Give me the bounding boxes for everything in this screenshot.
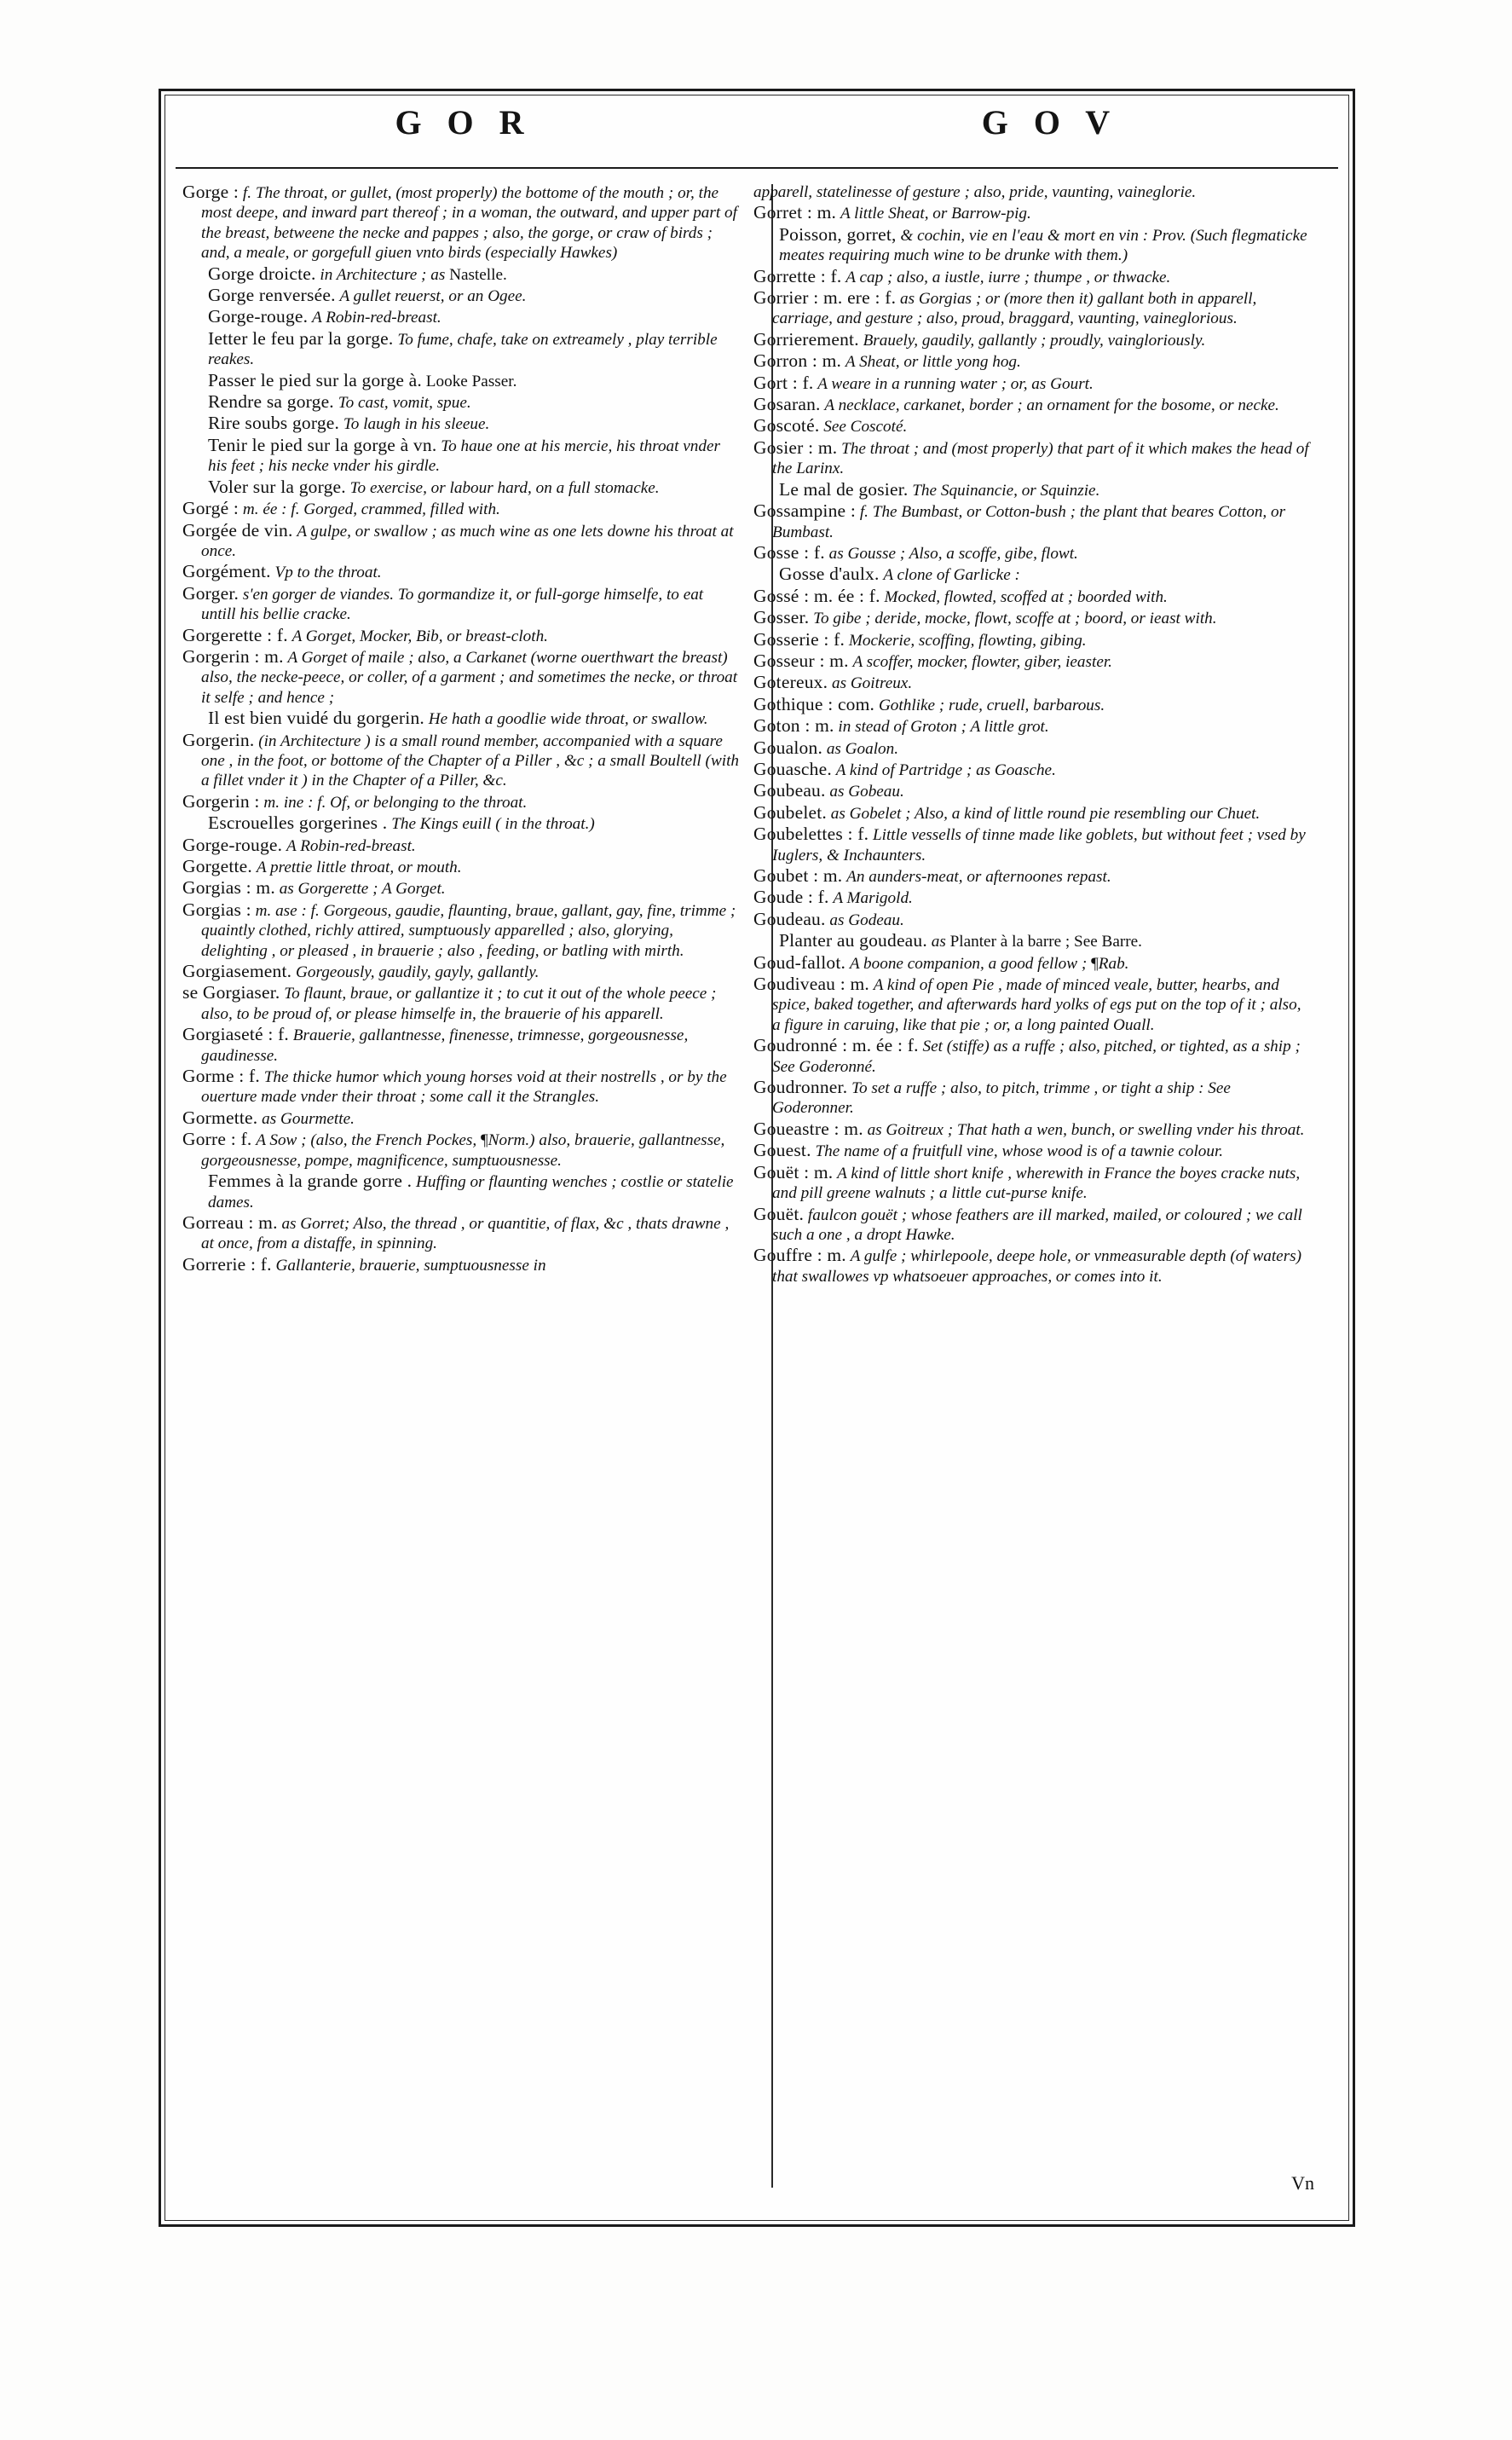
entry-definition: A Marigold. xyxy=(833,889,913,908)
entry-headword: Gorger. xyxy=(182,582,239,604)
dictionary-entry xyxy=(753,953,1311,974)
entry-definition-cont: Norm.) also, brauerie, gallantnesse, gorgeousnesse, pompe, magnificence, sumptuousnesse. xyxy=(201,1131,725,1170)
dictionary-entry xyxy=(182,1171,740,1212)
entry-definition: as Gobeau. xyxy=(829,783,904,801)
entry-definition: A kind of Partridge ; as Goasche. xyxy=(835,760,1056,779)
dictionary-entry xyxy=(753,803,1311,824)
entry-definition: m. ée : f. Gorged, crammed, filled with. xyxy=(242,500,500,519)
dictionary-entry xyxy=(753,824,1311,865)
entry-definition: & cochin, vie en l'eau & mort en vin : Prov. (Such flegmaticke meates requiring much wine to be drunke with them.) xyxy=(779,226,1307,265)
dictionary-entry xyxy=(753,330,1311,350)
entry-definition: (in Architecture ) is a small round member, accompanied with a square one , in the foot, or bottome of the Chapter of a Piller , &c ; a small Boultell (with a fillet vnder it ) in the Chapter of a Piller, &c. xyxy=(201,731,739,790)
entry-definition: A Sow ; (also, the French Pockes, xyxy=(256,1131,481,1150)
dictionary-entry xyxy=(753,501,1311,542)
entry-definition: Gothlike ; rude, cruell, barbarous. xyxy=(878,696,1105,714)
dictionary-entry xyxy=(753,1119,1311,1140)
entry-definition: The name of a fruitfull vine, whose wood is of a tawnie colour. xyxy=(815,1142,1224,1161)
dictionary-entry xyxy=(753,564,1311,585)
entry-definition: To set a ruffe ; also, to pitch, trimme , or tight a ship : See Goderonner. xyxy=(772,1079,1231,1118)
dictionary-entry xyxy=(753,1078,1311,1119)
dictionary-entry xyxy=(182,264,740,285)
entry-headword: Gorrette : f. xyxy=(753,265,842,286)
dictionary-entry xyxy=(182,499,740,519)
entry-definition: in stead of Groton ; A little grot. xyxy=(838,718,1049,737)
dictionary-entry xyxy=(753,1163,1311,1204)
entry-headword: Le mal de gosier. xyxy=(779,478,909,500)
dictionary-entry xyxy=(753,630,1311,650)
dictionary-entry xyxy=(753,1205,1311,1246)
entry-cross-reference: Looke xyxy=(425,372,472,390)
entry-headword: Gossé : m. ée : f. xyxy=(753,585,880,606)
dictionary-entry xyxy=(753,716,1311,737)
entry-definition: To fume, chafe, take on extreamely , play terrible reakes. xyxy=(208,330,718,369)
dictionary-entry xyxy=(182,392,740,413)
dictionary-entry xyxy=(753,480,1311,500)
dictionary-entry xyxy=(182,983,740,1024)
dictionary-entry xyxy=(753,587,1311,607)
dictionary-entry xyxy=(182,413,740,434)
dictionary-entry xyxy=(753,543,1311,564)
dictionary-entry xyxy=(182,900,740,961)
dictionary-entry xyxy=(182,626,740,646)
dictionary-entry xyxy=(182,436,740,477)
entry-definition: f. The throat, or gullet, (most properly) the bottome of the mouth ; or, the most deepe, and inward part thereof ; in a woman, the outward, and upper part of the breast, betweene the necke and pappes ; also, the gorge, or craw of birds ; and, a meale, or gorgefull giuen vnto birds (especially Hawkes) xyxy=(201,184,737,263)
entry-definition: See Coscoté. xyxy=(823,418,908,437)
dictionary-entry xyxy=(182,813,740,834)
entry-headword: Gorre : f. xyxy=(182,1129,252,1150)
entry-headword: Goubelet. xyxy=(753,801,827,823)
entry-definition: A little Sheat, or Barrow-pig. xyxy=(840,205,1031,223)
dictionary-entry xyxy=(753,395,1311,415)
entry-headword: Gorreau : m. xyxy=(182,1211,278,1233)
entry-headword: Gotereux. xyxy=(753,672,828,693)
entry-headword: Gorrierement. xyxy=(753,328,859,350)
entry-headword: Gorgiasement. xyxy=(182,961,292,982)
entry-headword: Goudiveau : m. xyxy=(753,974,869,995)
dictionary-entry xyxy=(182,307,740,327)
entry-headword: Gormette. xyxy=(182,1107,258,1128)
entry-definition: An aunders-meat, or afternoones repast. xyxy=(846,868,1111,886)
entry-headword: Gorgette. xyxy=(182,856,253,876)
dictionary-entry xyxy=(182,1255,740,1275)
entry-headword: Gorme : f. xyxy=(182,1066,260,1087)
entry-definition: Brauerie, gallantnesse, finenesse, trimnesse, gorgeousnesse, gaudinesse. xyxy=(201,1026,689,1065)
entry-headword: Gouët. xyxy=(753,1203,805,1224)
entry-headword: Goueastre : m. xyxy=(753,1118,863,1139)
dictionary-entry xyxy=(182,584,740,625)
entry-definition: The Squinancie, or Squinzie. xyxy=(912,481,1100,500)
entry-headword: Gouët : m. xyxy=(753,1161,834,1182)
entry-definition: A boone companion, a good fellow ; xyxy=(849,954,1092,973)
entry-headword: Voler sur la gorge. xyxy=(208,476,346,497)
entry-definition: A gulpe, or swallow ; as much wine as one lets downe his throat at once. xyxy=(201,522,734,560)
entry-cross-reference-target: Passer. xyxy=(471,372,517,390)
entry-definition: as Gorgerette ; A Gorget. xyxy=(279,880,446,899)
entry-headword: Goubelettes : f. xyxy=(753,824,869,845)
dictionary-entry xyxy=(753,288,1311,329)
dictionary-entry xyxy=(182,647,740,708)
entry-definition: A Gorget, Mocker, Bib, or breast-cloth. xyxy=(291,627,548,645)
entry-headword: Gosse : f. xyxy=(753,541,825,563)
dictionary-entry xyxy=(182,962,740,982)
entry-definition: A weare in a running water ; or, as Gourt. xyxy=(817,374,1094,393)
entry-definition: A Sheat, or little yong hog. xyxy=(845,353,1021,372)
dictionary-entry xyxy=(753,416,1311,437)
dictionary-entry xyxy=(182,371,740,391)
entry-definition: The throat ; and (most properly) that part of it which makes the head of the Larinx. xyxy=(772,439,1309,478)
entry-definition: faulcon gouët ; whose feathers are ill marked, mailed, or coloured ; we call such a one , a dropt Hawke. xyxy=(772,1206,1302,1244)
entry-headword: Ietter le feu par la gorge. xyxy=(208,327,394,349)
entry-headword: Gorgiaseté : f. xyxy=(182,1024,289,1045)
entry-headword: Goscoté. xyxy=(753,415,820,437)
entry-definition: as xyxy=(931,933,950,951)
page-header xyxy=(170,102,1343,164)
entry-definition: Mockerie, scoffing, flowting, gibing. xyxy=(848,631,1087,650)
entry-headword: Gorge-rouge. xyxy=(208,306,309,327)
entry-headword: Gosaran. xyxy=(753,394,821,415)
entry-headword: Gosse d'aulx. xyxy=(779,564,880,585)
entry-definition: as Goalon. xyxy=(826,739,899,758)
entry-headword: Gorret : m. xyxy=(753,202,837,223)
dictionary-entry xyxy=(753,888,1311,908)
dictionary-entry xyxy=(753,673,1311,693)
entry-headword: Gort : f. xyxy=(753,372,814,393)
entry-definition: as Goitreux ; That hath a wen, bunch, or swelling vnder his throat. xyxy=(867,1120,1305,1139)
dictionary-entry xyxy=(182,1025,740,1066)
entry-definition: as Gourmette. xyxy=(262,1109,355,1128)
entry-definition: Brauely, gaudily, gallantly ; proudly, vaingloriously. xyxy=(863,331,1206,350)
dictionary-entry xyxy=(753,438,1311,479)
dictionary-entry xyxy=(753,1246,1311,1286)
dictionary-entry xyxy=(182,857,740,877)
entry-definition: To cast, vomit, spue. xyxy=(338,394,471,413)
entry-headword: Goudeau. xyxy=(753,908,826,929)
dictionary-entry xyxy=(753,760,1311,780)
entry-headword: Gorrerie : f. xyxy=(182,1253,272,1275)
entry-definition: Huffing or flaunting wenches ; costlie or statelie dames. xyxy=(208,1173,734,1211)
entry-cross-reference: Nastelle. xyxy=(445,265,507,284)
entry-definition: as Godeau. xyxy=(829,911,904,929)
entry-headword: Goude : f. xyxy=(753,887,829,908)
entry-definition: m. ine : f. Of, or belonging to the throat. xyxy=(263,793,528,812)
entry-definition: Gallanterie, brauerie, sumptuousnesse in xyxy=(275,1256,546,1275)
entry-headword: Gosseur : m. xyxy=(753,650,849,671)
dictionary-entry xyxy=(753,225,1311,266)
entry-headword: Gossampine : xyxy=(753,500,857,522)
entry-headword: Gorron : m. xyxy=(753,350,842,372)
entry-definition: The thicke humor which young horses void at their nostrells , or by the ouerture made vnder their throat ; some call it the Strangles. xyxy=(201,1068,727,1107)
entry-definition: as Goitreux. xyxy=(831,674,913,693)
entry-definition: Gorgeously, gaudily, gayly, gallantly. xyxy=(296,963,540,982)
entry-headword: Gosser. xyxy=(753,607,810,628)
entry-definition: f. The Bumbast, or Cotton-bush ; the plant that beares Cotton, or Bumbast. xyxy=(772,503,1286,541)
entry-definition: A Robin-red-breast. xyxy=(312,309,441,327)
header-left-running-title: G O R xyxy=(395,103,533,142)
entry-definition: apparell, statelinesse of gesture ; also, pride, vaunting, vaineglorie. xyxy=(753,183,1197,201)
dictionary-entry xyxy=(182,329,740,370)
entry-definition: The Kings euill ( in the throat.) xyxy=(391,815,595,834)
entry-definition: To gibe ; deride, mocke, flowt, scoffe at ; boord, or ieast with. xyxy=(813,610,1217,628)
entry-definition: A prettie little throat, or mouth. xyxy=(256,859,462,876)
entry-headword: Goubeau. xyxy=(753,780,826,801)
dictionary-entry xyxy=(182,1067,740,1107)
entry-definition: A scoffer, mocker, flowter, giber, ieaster. xyxy=(852,652,1112,671)
entry-definition: as Gobelet ; Also, a kind of little round pie resembling our Chuet. xyxy=(830,804,1261,823)
dictionary-entry xyxy=(753,351,1311,372)
entry-definition: as Gorret; Also, the thread , or quantitie, of flax, &c , thats drawne , at once, from a distaffe, in spinning. xyxy=(201,1214,730,1253)
column-left xyxy=(176,182,747,2212)
header-right-running-title: G O V xyxy=(981,103,1119,142)
dictionary-entry xyxy=(753,910,1311,930)
column-right xyxy=(747,182,1318,2212)
entry-headword: Goton : m. xyxy=(753,715,834,737)
entry-headword: Goud-fallot. xyxy=(753,951,846,973)
entry-definition: A gulfe ; whirlepoole, deepe hole, or vnmeasurable depth (of waters) that swallowes vp whatsoeuer approaches, or comes into it. xyxy=(772,1247,1302,1286)
dictionary-entry xyxy=(182,731,740,791)
dictionary-entry xyxy=(753,931,1311,951)
dictionary-entry xyxy=(753,781,1311,801)
entry-definition: To exercise, or labour hard, on a full stomacke. xyxy=(349,478,660,497)
entry-headword: Gorgerin : m. xyxy=(182,645,284,667)
dictionary-entry xyxy=(182,792,740,812)
dictionary-entry xyxy=(182,477,740,498)
catchword: Vn xyxy=(1291,2172,1314,2194)
entry-headword: Rire soubs gorge. xyxy=(208,413,340,434)
dictionary-entry xyxy=(753,866,1311,887)
entry-definition: A kind of open Pie , made of minced veale, butter, hearbs, and spice, baked together, and afterwards hard yolks of egs put on the top of it ; also, a figure in caruing, like that pie ; or, a long painted Ouall. xyxy=(772,976,1301,1034)
dictionary-entry xyxy=(753,1141,1311,1161)
entry-definition: as Gousse ; Also, a scoffe, gibe, flowt. xyxy=(828,544,1078,563)
entry-definition: A clone of Garlicke : xyxy=(883,566,1020,585)
entry-headword: Planter au goudeau. xyxy=(779,930,927,951)
entry-headword: Passer le pied sur la gorge à. xyxy=(208,369,422,390)
entry-headword: Gorgerin. xyxy=(182,729,255,750)
dictionary-entry xyxy=(753,1036,1311,1077)
entry-headword: Femmes à la grande gorre . xyxy=(208,1171,413,1192)
entry-definition-cont: Rab. xyxy=(1098,954,1129,973)
dictionary-entry xyxy=(182,562,740,582)
dictionary-entry xyxy=(753,373,1311,394)
dictionary-entry xyxy=(182,182,740,263)
entry-definition: To laugh in his sleeue. xyxy=(343,415,490,434)
entry-headword: Gosier : m. xyxy=(753,437,838,458)
dictionary-entry xyxy=(753,267,1311,287)
entry-headword: Tenir le pied sur la gorge à vn. xyxy=(208,434,437,455)
entry-definition: He hath a goodlie wide throat, or swallow. xyxy=(428,710,708,729)
dictionary-entry xyxy=(182,878,740,899)
entry-headword: Gorgé : xyxy=(182,498,239,519)
entry-definition: m. ase : f. Gorgeous, gaudie, flaunting, braue, gallant, gay, fine, trimme ; quaintly clothed, richly attired, sumptuously apparelled ; also, glorying, delighting , or pleased , in brauerie ; also , feeding, or batling with mirth. xyxy=(201,901,736,960)
entry-headword: Gosserie : f. xyxy=(753,628,845,650)
text-columns xyxy=(176,182,1338,2212)
header-rule xyxy=(176,167,1338,169)
entry-headword: Poisson, gorret, xyxy=(779,223,897,245)
dictionary-entry xyxy=(753,608,1311,628)
entry-headword: Gorge droicte. xyxy=(208,263,316,284)
entry-definition: A gullet reuerst, or an Ogee. xyxy=(339,287,527,306)
dictionary-entry xyxy=(753,695,1311,715)
dictionary-entry xyxy=(182,835,740,856)
entry-headword: Gorgerin : xyxy=(182,790,260,812)
entry-headword: Gouest. xyxy=(753,1140,811,1161)
entry-headword: Gorgerette : f. xyxy=(182,624,288,645)
dictionary-entry xyxy=(753,182,1311,202)
entry-headword: Goudronner. xyxy=(753,1077,848,1098)
entry-headword: Gouasche. xyxy=(753,758,832,779)
entry-headword: Il est bien vuidé du gorgerin. xyxy=(208,708,424,729)
dictionary-entry xyxy=(182,1130,740,1171)
dictionary-entry xyxy=(182,708,740,729)
pilcrow-mark: ¶ xyxy=(480,1131,488,1150)
entry-definition: in Architecture ; as xyxy=(320,265,446,284)
entry-definition: Vp to the throat. xyxy=(274,564,382,582)
entry-definition: as Gorgias ; or (more then it) gallant both in apparell, carriage, and gesture ; also, proud, braggard, vaunting, vaineglorious. xyxy=(772,290,1257,328)
entry-cross-reference: Planter à la barre ; See Barre. xyxy=(949,933,1142,951)
entry-headword: Gorge renversée. xyxy=(208,285,336,306)
entry-definition: To flaunt, braue, or gallantize it ; to cut it out of the whole peece ; also, to be proud of, or please himselfe in, the brauerie of his apparell. xyxy=(201,985,717,1023)
entry-headword: Gouffre : m. xyxy=(753,1245,846,1266)
dictionary-entry xyxy=(182,286,740,306)
entry-headword: Gorge-rouge. xyxy=(182,834,283,855)
dictionary-entry xyxy=(753,974,1311,1035)
entry-definition: Set (stiffe) as a ruffe ; also, pitched, or tighted, as a ship ; See Goderonné. xyxy=(772,1038,1301,1076)
pilcrow-mark: ¶ xyxy=(1091,954,1099,973)
entry-definition: A necklace, carkanet, border ; an ornament for the bosome, or necke. xyxy=(824,396,1279,415)
entry-headword: Gorgément. xyxy=(182,561,271,582)
entry-definition: A Robin-red-breast. xyxy=(286,836,416,855)
entry-headword: Gorge : xyxy=(182,182,239,202)
dictionary-entry xyxy=(753,203,1311,223)
entry-definition: A cap ; also, a iustle, iurre ; thumpe , or thwacke. xyxy=(845,268,1171,286)
entry-headword: Gorgias : m. xyxy=(182,877,275,899)
entry-definition: A kind of little short knife , wherewith in France the boyes cracke nuts, and pill greene walnuts ; a little cut-purse knife. xyxy=(772,1164,1301,1203)
entry-headword: se Gorgiaser. xyxy=(182,982,280,1003)
entry-definition: A Gorget of maile ; also, a Carkanet (worne ouerthwart the breast) also, the necke-peece, or coller, of a garment ; and sometimes the necke, or throat it selfe ; and hence ; xyxy=(201,648,738,707)
entry-definition: Mocked, flowted, scoffed at ; boorded with. xyxy=(884,587,1168,606)
entry-headword: Goubet : m. xyxy=(753,865,843,886)
entry-definition: To haue one at his mercie, his throat vnder his feet ; his necke vnder his girdle. xyxy=(208,437,720,476)
dictionary-entry xyxy=(182,521,740,562)
entry-headword: Gorgée de vin. xyxy=(182,519,293,541)
entry-definition: Little vessells of tinne made like goblets, but without feet ; vsed by Iuglers, & Inchaunters. xyxy=(772,826,1306,864)
dictionary-entry xyxy=(182,1108,740,1129)
entry-headword: Goualon. xyxy=(753,737,823,758)
entry-definition: s'en gorger de viandes. To gormandize it, or full-gorge himselfe, to eat untill his bellie cracke. xyxy=(201,585,704,624)
entry-headword: Goudronné : m. ée : f. xyxy=(753,1035,919,1056)
dictionary-entry xyxy=(182,1213,740,1254)
dictionary-entry xyxy=(753,651,1311,672)
entry-headword: Gorrier : m. ere : f. xyxy=(753,287,897,309)
entry-headword: Rendre sa gorge. xyxy=(208,391,334,413)
entry-headword: Gothique : com. xyxy=(753,693,875,714)
entry-headword: Gorgias : xyxy=(182,899,251,920)
dictionary-entry xyxy=(753,738,1311,759)
entry-headword: Escrouelles gorgerines . xyxy=(208,812,388,834)
